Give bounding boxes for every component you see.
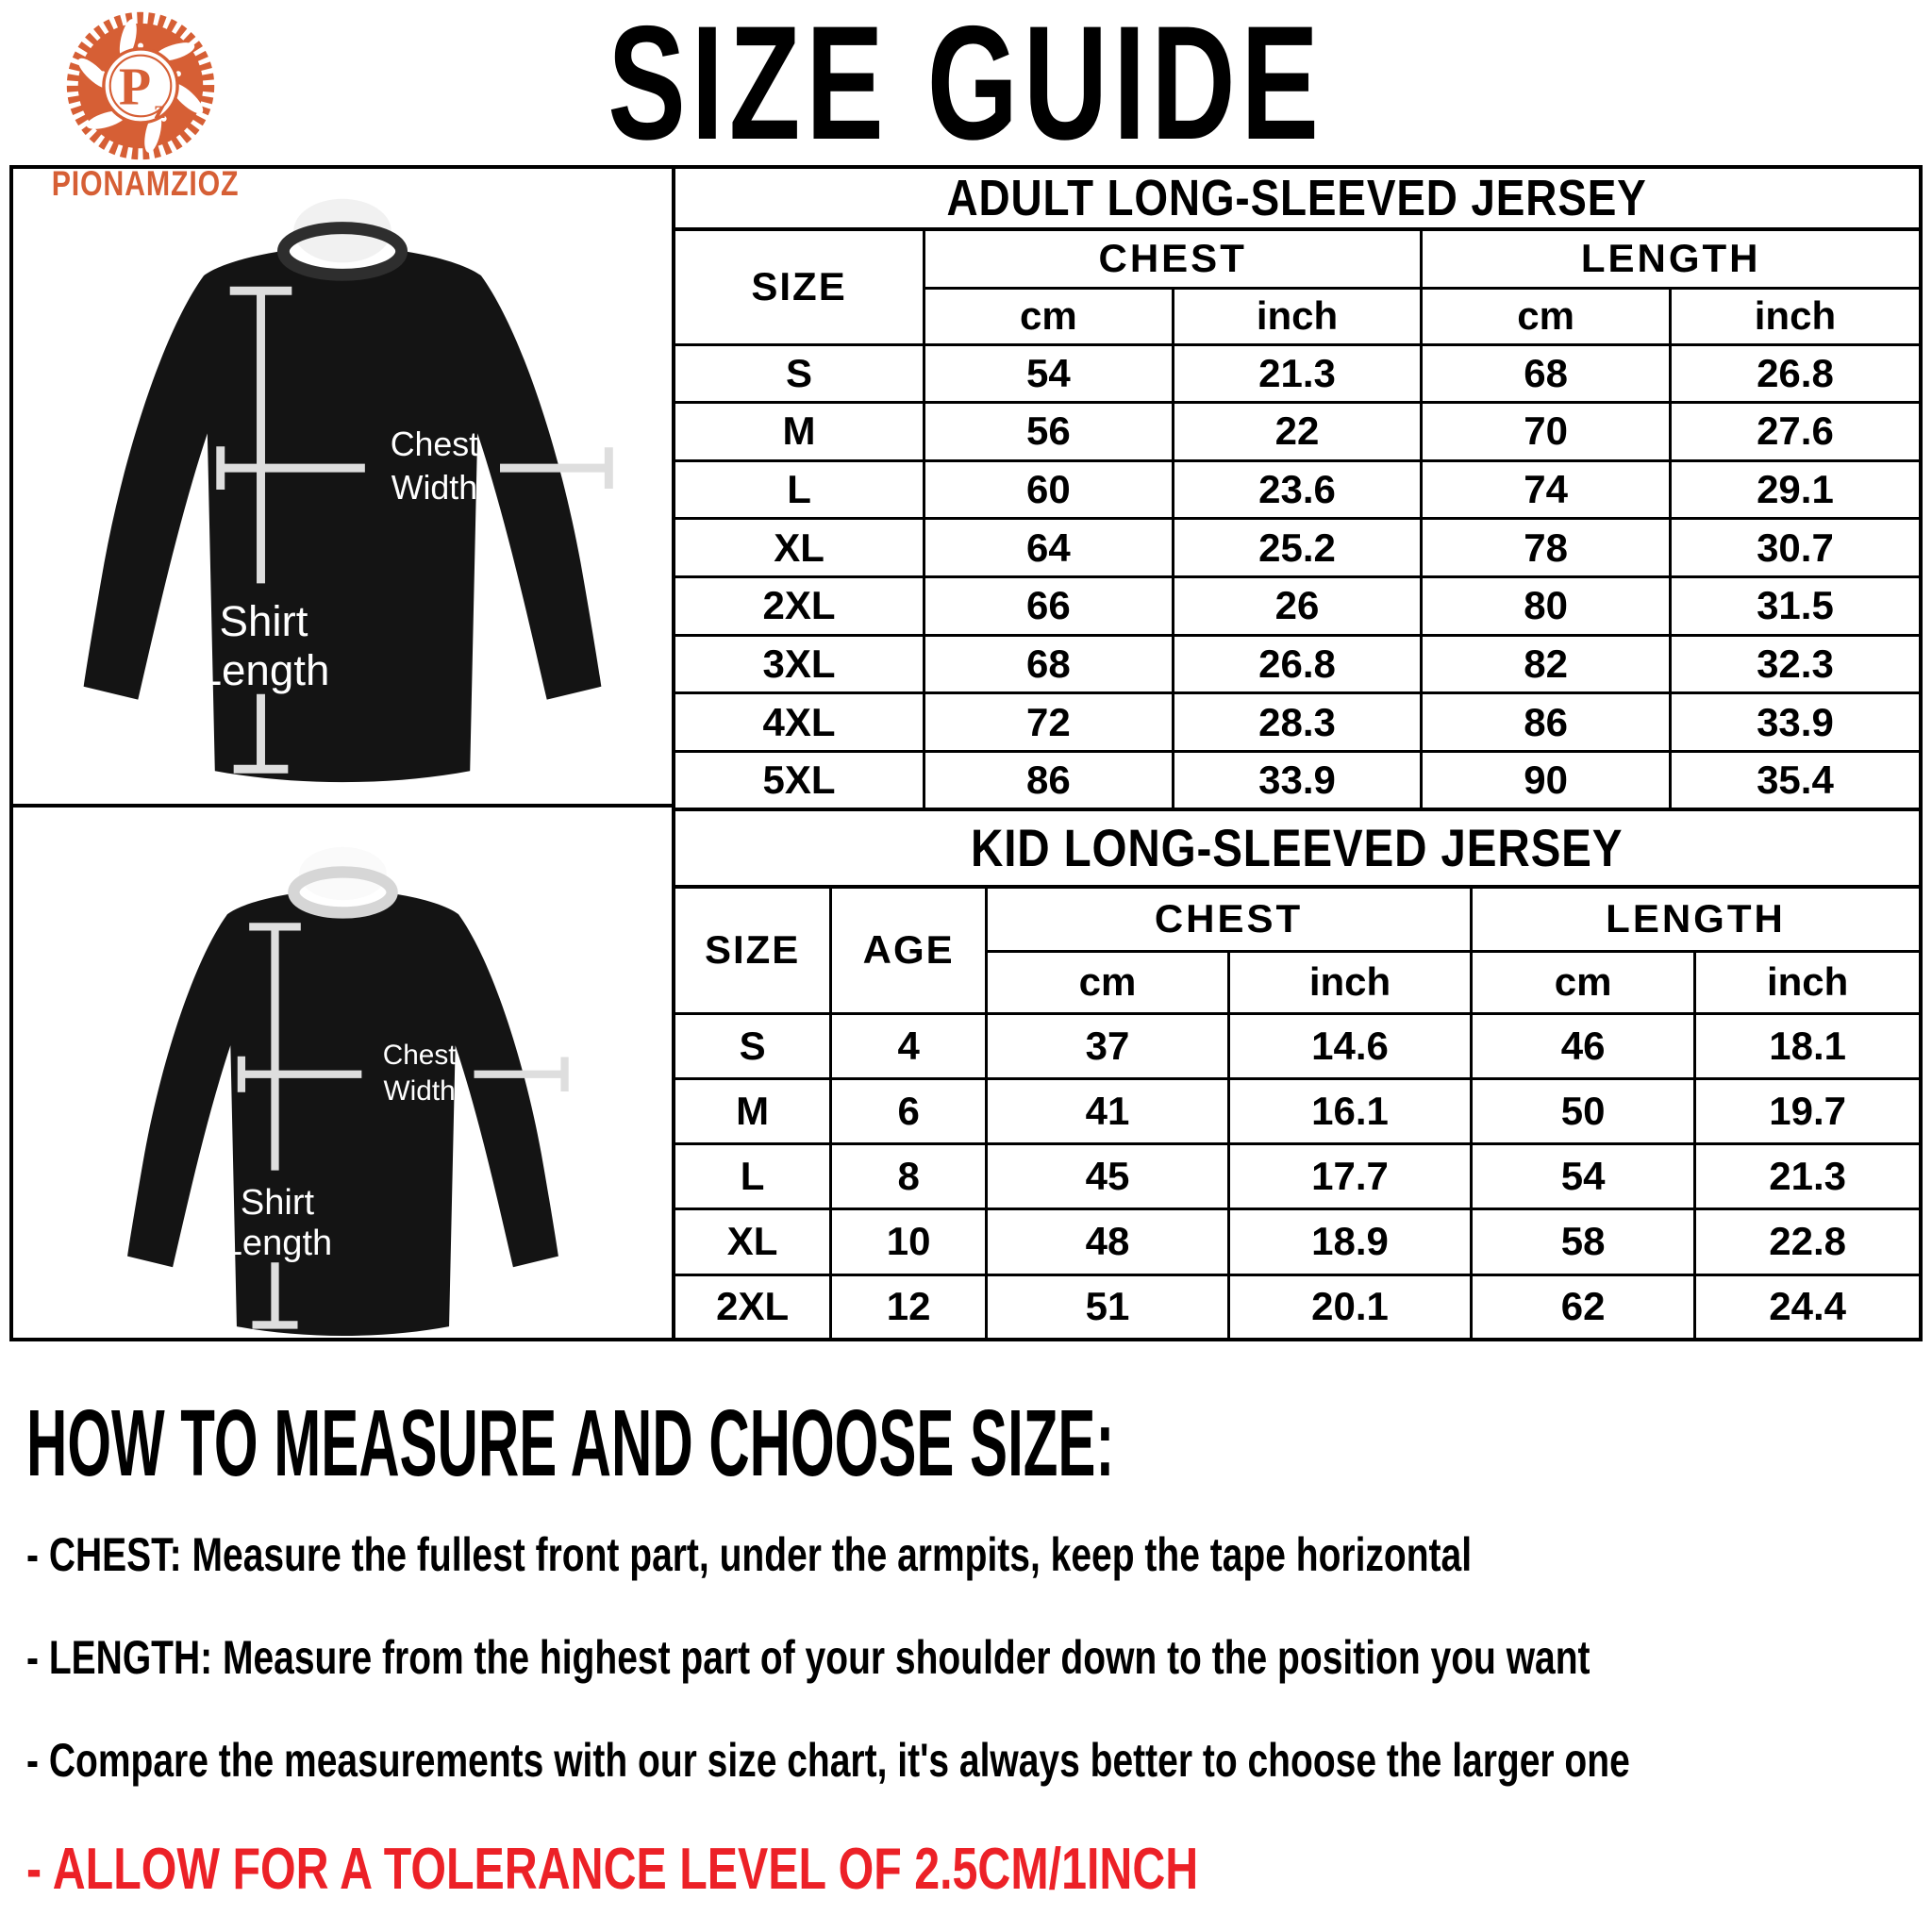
chest-inch-cell: 33.9 [1173,751,1422,808]
length-inch-cell: 27.6 [1670,403,1919,461]
chest-cm-cell: 56 [924,403,1174,461]
unit-header-inch: inch [1173,288,1422,344]
length-cm-cell: 74 [1422,460,1671,519]
adult-table-title: ADULT LONG-SLEEVED JERSEY [675,169,1919,229]
unit-header-inch: inch [1670,288,1919,344]
size-cell: 3XL [675,635,924,693]
chest-cm-cell: 68 [924,635,1174,693]
size-cell: 2XL [675,1274,831,1338]
chest-inch-cell: 22 [1173,403,1422,461]
kid-size-table [675,808,1919,1338]
logo-monogram-sub: z [154,95,166,124]
length-cm-cell: 54 [1472,1144,1695,1209]
length-cm-cell: 80 [1422,577,1671,636]
table-row [675,1144,1919,1209]
unit-header-cm: cm [1422,288,1671,344]
instruction-length-text: Measure from the highest part of your shoulder down to the position you want [222,1631,1591,1684]
col-header-length: LENGTH [1422,229,1919,288]
chest-cm-cell: 48 [987,1209,1229,1274]
length-cm-cell: 90 [1422,751,1671,808]
length-inch-cell: 21.3 [1695,1144,1919,1209]
page-title: SIZE GUIDE [608,0,1324,174]
col-header-chest: CHEST [924,229,1422,288]
unit-header-cm: cm [987,951,1229,1013]
length-cm-cell: 82 [1422,635,1671,693]
length-inch-cell: 35.4 [1670,751,1919,808]
chest-cm-cell: 51 [987,1274,1229,1338]
how-to-heading: HOW TO MEASURE AND CHOOSE SIZE: [26,1391,1115,1496]
chest-cm-cell: 54 [924,344,1174,403]
size-cell: L [675,460,924,519]
length-inch-cell: 22.8 [1695,1209,1919,1274]
col-header-size: SIZE [675,887,831,1013]
col-header-length: LENGTH [1472,887,1920,951]
col-header-size: SIZE [675,229,924,344]
size-cell: 2XL [675,577,924,636]
tables-pane [675,169,1919,1338]
size-cell: S [675,1013,831,1078]
unit-header-inch: inch [1229,951,1472,1013]
brand-name: PIONAMZIOZ [51,164,240,203]
table-row [675,577,1919,636]
sprocket-logo-icon [60,6,221,166]
length-inch-cell: 33.9 [1670,693,1919,752]
chest-cm-cell: 41 [987,1078,1229,1143]
table-row [675,751,1919,808]
chest-inch-cell: 28.3 [1173,693,1422,752]
instruction-length [26,1631,1591,1685]
col-header-age: AGE [831,887,987,1013]
length-cm-cell: 46 [1472,1013,1695,1078]
chest-inch-cell: 14.6 [1229,1013,1472,1078]
table-row [675,403,1919,461]
table-row [675,519,1919,577]
instruction-chest-text: Measure the fullest front part, under the armpits, keep the tape horizontal [192,1528,1473,1581]
length-inch-cell: 18.1 [1695,1013,1919,1078]
size-cell: XL [675,519,924,577]
unit-header-inch: inch [1695,951,1919,1013]
chest-width-label-line1: Chest [390,425,479,464]
tolerance-warning: - ALLOW FOR A TOLERANCE LEVEL OF 2.5CM/1INCH [26,1837,1199,1902]
chest-width-label-line2: Width [391,468,478,507]
unit-header-cm: cm [1472,951,1695,1013]
size-cell: 5XL [675,751,924,808]
instruction-compare-label: - [26,1734,39,1787]
length-cm-cell: 78 [1422,519,1671,577]
table-row [675,460,1919,519]
age-cell: 4 [831,1013,987,1078]
length-cm-cell: 86 [1422,693,1671,752]
chest-inch-cell: 18.9 [1229,1209,1472,1274]
size-cell: L [675,1144,831,1209]
length-inch-cell: 31.5 [1670,577,1919,636]
age-cell: 10 [831,1209,987,1274]
kid-shirt-figure [13,808,672,1338]
length-inch-cell: 24.4 [1695,1274,1919,1338]
chest-cm-cell: 66 [924,577,1174,636]
chest-cm-cell: 72 [924,693,1174,752]
size-cell: XL [675,1209,831,1274]
chest-inch-cell: 16.1 [1229,1078,1472,1143]
table-row [675,1013,1919,1078]
table-row [675,344,1919,403]
age-cell: 12 [831,1274,987,1338]
shirt-length-label-line1: Shirt [219,597,308,646]
length-cm-cell: 70 [1422,403,1671,461]
chest-cm-cell: 37 [987,1013,1229,1078]
table-row [675,1209,1919,1274]
size-cell: 4XL [675,693,924,752]
shirt-length-label-line1: Shirt [240,1182,315,1223]
chest-inch-cell: 21.3 [1173,344,1422,403]
chest-inch-cell: 20.1 [1229,1274,1472,1338]
chest-inch-cell: 25.2 [1173,519,1422,577]
size-cell: M [675,1078,831,1143]
col-header-chest: CHEST [987,887,1472,951]
table-row [675,635,1919,693]
instruction-length-label: - LENGTH: [26,1631,213,1684]
length-inch-cell: 29.1 [1670,460,1919,519]
table-row [675,1078,1919,1143]
unit-header-cm: cm [924,288,1174,344]
length-inch-cell: 32.3 [1670,635,1919,693]
table-row [675,1274,1919,1338]
instruction-chest-label: - CHEST: [26,1528,182,1581]
shirt-length-label-line2: Length [222,1223,333,1263]
length-inch-cell: 26.8 [1670,344,1919,403]
chest-width-label-line2: Width [383,1075,456,1108]
chest-cm-cell: 60 [924,460,1174,519]
table-row [675,693,1919,752]
kid-table-title: KID LONG-SLEEVED JERSEY [675,809,1919,887]
instruction-chest [26,1528,1506,1582]
kid-shirt-illustration [13,808,672,1338]
chest-inch-cell: 17.7 [1229,1144,1472,1209]
adult-shirt-illustration [13,169,672,804]
size-chart-box [9,165,1923,1341]
chest-cm-cell: 64 [924,519,1174,577]
length-cm-cell: 50 [1472,1078,1695,1143]
chest-inch-cell: 23.6 [1173,460,1422,519]
shirt-length-label-line2: Length [197,645,330,694]
instruction-compare-text: Compare the measurements with our size chart, it's always better to choose the larger one [48,1734,1630,1787]
size-cell: S [675,344,924,403]
age-cell: 8 [831,1144,987,1209]
age-cell: 6 [831,1078,987,1143]
length-cm-cell: 62 [1472,1274,1695,1338]
length-inch-cell: 30.7 [1670,519,1919,577]
adult-shirt-figure [13,169,672,808]
size-cell: M [675,403,924,461]
instruction-compare [26,1734,1630,1788]
length-cm-cell: 58 [1472,1209,1695,1274]
chest-inch-cell: 26.8 [1173,635,1422,693]
length-cm-cell: 68 [1422,344,1671,403]
how-to-measure-section [26,1391,1923,1904]
adult-size-table [675,169,1919,808]
chest-cm-cell: 45 [987,1144,1229,1209]
chest-width-label-line1: Chest [382,1040,457,1072]
shirt-figures-pane [13,169,675,1338]
logo-monogram-main: P [118,58,152,117]
length-inch-cell: 19.7 [1695,1078,1919,1143]
chest-cm-cell: 86 [924,751,1174,808]
chest-inch-cell: 26 [1173,577,1422,636]
